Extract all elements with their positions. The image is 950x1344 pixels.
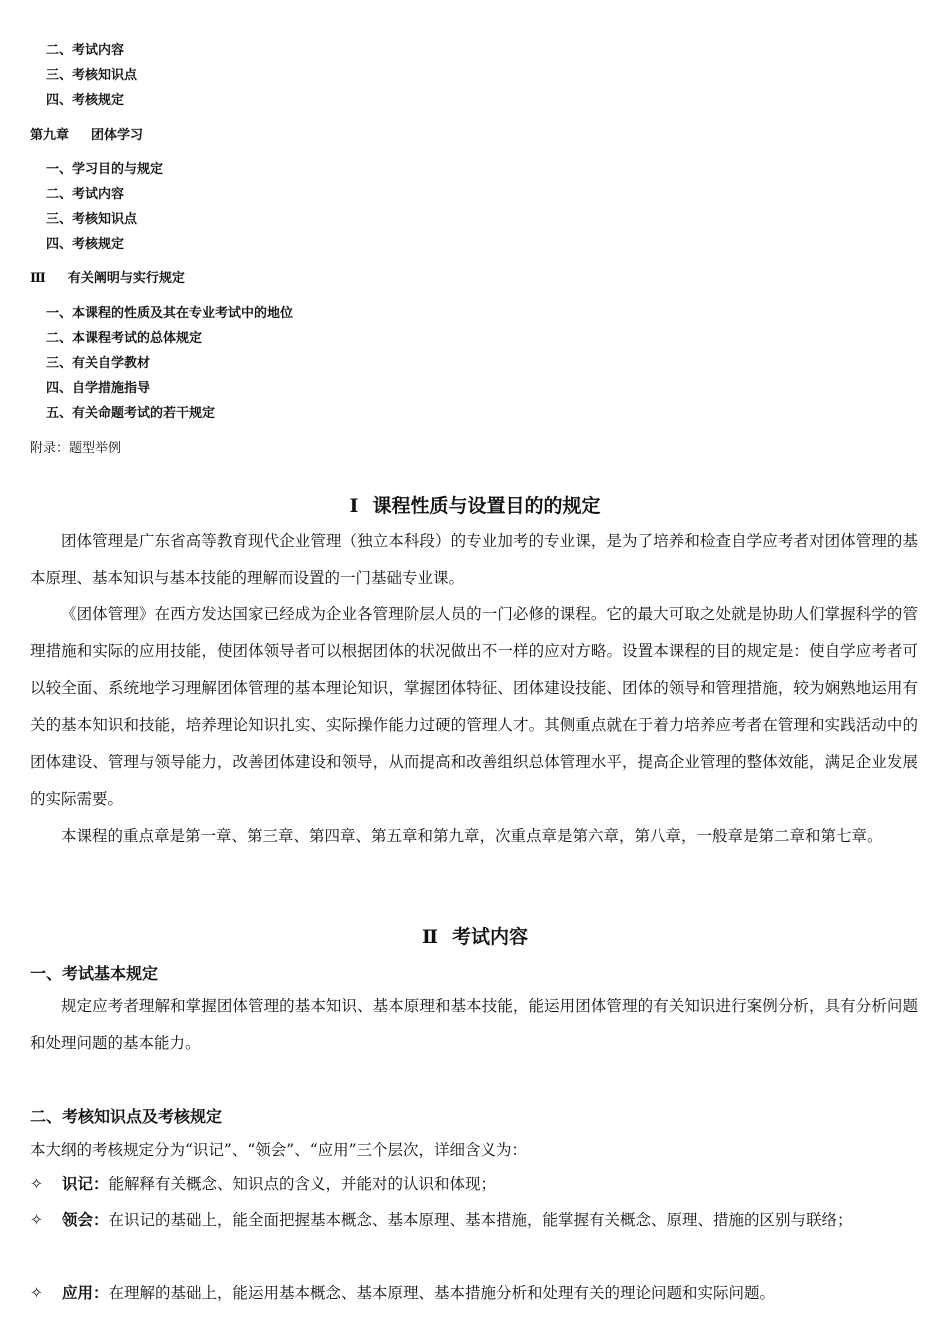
toc-appendix: 附录：题型举例 [30, 441, 122, 456]
bullet-item [30, 1202, 920, 1238]
bullet-term: 识记： [62, 1174, 109, 1193]
toc-item: 二、考试内容 [46, 187, 125, 202]
toc-item: 三、考核知识点 [46, 212, 138, 227]
toc-part-3 [30, 267, 185, 286]
section-1-paragraph: 团体管理是广东省高等教育现代企业管理（独立本科段）的专业加考的专业课，是为了培养和检查自学应考者对团体管理的基本原理、基本知识与基本技能的理解而设置的一门基础专业课。 [30, 532, 918, 587]
toc-item: 一、学习目的与规定 [46, 162, 164, 177]
chapter-title: 团体学习 [91, 128, 144, 143]
toc-item: 三、有关自学教材 [46, 356, 151, 371]
bullet-term: 领会： [62, 1210, 109, 1229]
bullet-item [30, 1166, 920, 1202]
subsection-heading: 一、考试基本规定 [30, 964, 159, 983]
bullet-text: 能解释有关概念、知识点的含义，并能对的认识和体现； [108, 1175, 497, 1193]
toc-chapter-9 [30, 124, 143, 143]
subsection-paragraph: 规定应考者理解和掌握团体管理的基本知识、基本原理和基本技能，能运用团体管理的有关知识进行案例分析，具有分析问题和处理问题的基本能力。 [30, 997, 918, 1052]
part-title: 有关阐明与实行规定 [67, 271, 185, 286]
toc-item: 二、本课程考试的总体规定 [46, 331, 203, 346]
toc-item: 四、考核规定 [46, 237, 125, 252]
levels-intro: 本大纲的考核规定分为“识记”、“领会”、“应用”三个层次，详细含义为： [30, 1141, 528, 1159]
toc-item: 五、有关命题考试的若干规定 [46, 406, 216, 421]
section-1-title [0, 491, 950, 518]
bullet-item [30, 1275, 920, 1311]
toc-item: 三、考核知识点 [46, 68, 138, 83]
bullet-text: 在识记的基础上，能全面把握基本概念、基本原理、基本措施，能掌握有关概念、原理、措施的区别与联络； [108, 1211, 853, 1229]
part-number: Ⅲ [30, 271, 46, 286]
subsection-heading: 二、考核知识点及考核规定 [30, 1107, 223, 1126]
toc-item: 一、本课程的性质及其在专业考试中的地位 [46, 306, 294, 321]
bullet-text: 在理解的基础上，能运用基本概念、基本原理、基本措施分析和处理有关的理论问题和实际问题。 [108, 1284, 776, 1302]
toc-item: 二、考试内容 [46, 43, 125, 58]
section-number: Ⅰ [349, 495, 359, 517]
section-1-paragraph: 本课程的重点章是第一章、第三章、第四章、第五章和第九章，次重点章是第六章，第八章，一般章是第二章和第七章。 [61, 827, 883, 845]
toc-item: 四、自学措施指导 [46, 381, 151, 396]
section-number: Ⅱ [421, 926, 438, 948]
toc-item: 四、考核规定 [46, 93, 125, 108]
diamond-star-icon: ✧ [30, 1211, 43, 1229]
chapter-number: 第九章 [30, 128, 70, 143]
section-title-text: 课程性质与设置目的的规定 [372, 495, 601, 517]
section-title-text: 考试内容 [452, 926, 529, 948]
section-2-title [0, 922, 950, 949]
bullet-term: 应用： [62, 1283, 109, 1302]
section-1-paragraph: 《团体管理》在西方发达国家已经成为企业各管理阶层人员的一门必修的课程。它的最大可取之处就是协助人们掌握科学的管理措施和实际的应用技能，使团体领导者可以根据团体的状况做出不一样的应对方略。设置本课程的目的规定是：使自学应考者可以较全面、系统地学习理解团体管理的基本理论知识，掌握团体特征、团体建设技能、团体的领导和管理措施，较为娴熟地运用有关的基本知识和技能，培养理论知识扎实、实际操作能力过硬的管理人才。其侧重点就在于着力培养应考者在管理和实践活动中的团体建设、管理与领导能力，改善团体建设和领导，从而提高和改善组织总体管理水平，提高企业管理的整体效能，满足企业发展的实际需要。 [30, 605, 918, 808]
diamond-star-icon: ✧ [30, 1284, 43, 1302]
diamond-star-icon: ✧ [30, 1175, 43, 1193]
